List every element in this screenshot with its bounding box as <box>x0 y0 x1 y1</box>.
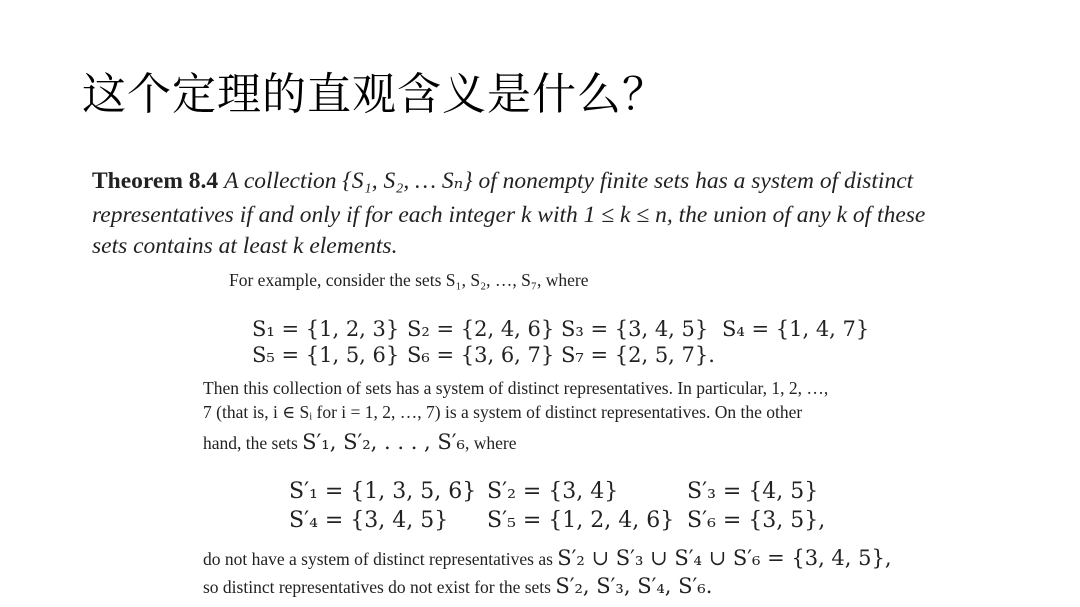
set-s2: S₂ = {2, 4, 6} <box>407 317 555 341</box>
para1-line-2: 7 (that is, i ∈ Sᵢ for i = 1, 2, …, 7) is a system of distinct representatives. On the other <box>203 402 803 422</box>
primed-set-4: S′₄ = {3, 4, 5} <box>289 508 449 533</box>
para1-line-3-end: , where <box>464 433 517 453</box>
union-equation: S′₂ ∪ S′₃ ∪ S′₄ ∪ S′₆ = {3, 4, 5}, <box>557 546 892 570</box>
set-s5: S₅ = {1, 5, 6} <box>252 343 400 367</box>
conclusion-line-2 <box>203 574 712 598</box>
conclusion-line-2-text: so distinct representatives do not exist for the sets <box>203 577 551 597</box>
set-s6: S₆ = {3, 6, 7} <box>407 343 555 367</box>
primed-sets-inline: S′₁, S′₂, . . . , S′₆ <box>302 430 465 454</box>
primed-set-6: S′₆ = {3, 5}, <box>687 508 826 533</box>
theorem-text-2: representatives if and only if for each integer k with 1 ≤ k ≤ n, the union of any k of these <box>92 202 926 228</box>
theorem-label: Theorem 8.4 <box>92 168 219 194</box>
theorem-line-1 <box>92 166 913 195</box>
example-intro: For example, consider the sets S₁, S₂, …, S₇, where <box>229 270 589 290</box>
para1-line-3-text: hand, the sets <box>203 433 298 453</box>
para1-line-3 <box>203 430 517 454</box>
primed-set-1: S′₁ = {1, 3, 5, 6} <box>289 479 477 504</box>
conclusion-line-1 <box>203 546 892 570</box>
slide-title: 这个定理的直观含义是什么？ <box>82 69 667 120</box>
primed-set-2: S′₂ = {3, 4} <box>487 479 619 504</box>
theorem-text-3: sets contains at least k elements. <box>92 233 398 259</box>
set-s3: S₃ = {3, 4, 5} <box>561 317 709 341</box>
set-s4: S₄ = {1, 4, 7} <box>722 317 870 341</box>
theorem-line-3 <box>92 233 397 260</box>
nonexistent-sets: S′₂, S′₃, S′₄, S′₆. <box>555 574 713 598</box>
set-s7: S₇ = {2, 5, 7}. <box>561 343 715 367</box>
theorem-text-1: A collection {S₁, S₂, … Sₙ} of nonempty finite sets has a system of distinct <box>224 168 914 194</box>
theorem-line-2 <box>92 202 925 229</box>
para1-line-1: Then this collection of sets has a system of distinct representatives. In particular, 1, 2, …, <box>203 378 829 398</box>
set-s1: S₁ = {1, 2, 3} <box>252 317 400 341</box>
primed-set-5: S′₅ = {1, 2, 4, 6} <box>487 508 675 533</box>
conclusion-line-1-text: do not have a system of distinct representatives as <box>203 549 553 569</box>
primed-set-3: S′₃ = {4, 5} <box>687 479 819 504</box>
